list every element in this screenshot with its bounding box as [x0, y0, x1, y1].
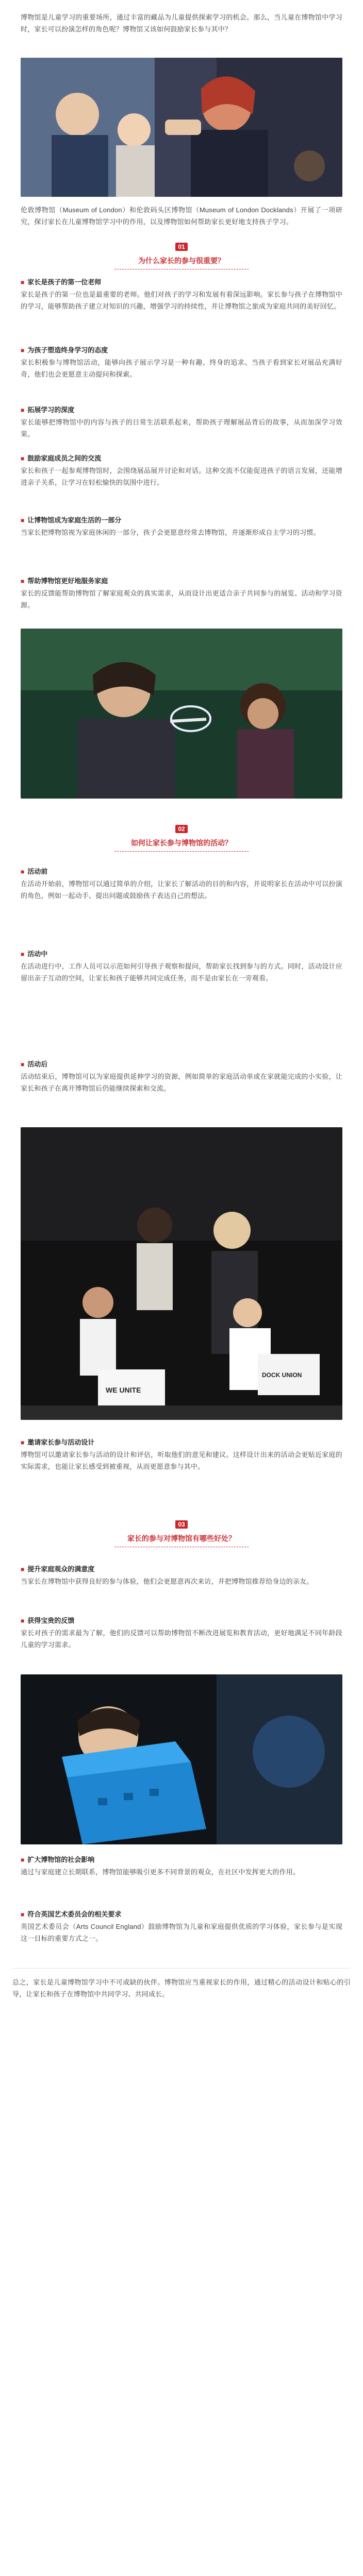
section-number: 01 [175, 243, 187, 251]
square-marker-icon: ■ [21, 1856, 25, 1863]
sign-we-unite: WE UNITE [106, 1386, 141, 1394]
body-paragraph: 英国艺术委员会（Arts Council England）鼓励博物馆为儿童和家庭提供优质的学习体验，家长参与是实现这一目标的重要方式之一。 [21, 1923, 342, 1942]
body-paragraph: 在活动开始前，博物馆可以通过简单的介绍，让家长了解活动的目的和内容，并说明家长在活动中可以扮演的角色，例如一起动手、提出问题或鼓励孩子表达自己的想法。 [21, 880, 342, 900]
photo-child-blue-box [21, 1674, 342, 1844]
subheading: ■ 帮助博物馆更好地服务家庭 [21, 577, 108, 585]
section-number: 03 [175, 1520, 187, 1529]
subheading: ■ 符合英国艺术委员会的相关要求 [21, 1910, 122, 1918]
section-title: 家长的参与对博物馆有哪些好处？ [127, 1534, 236, 1543]
subheading: ■ 家长是孩子的第一位老师 [21, 278, 102, 286]
subheading: ■ 活动后 [21, 1060, 48, 1068]
square-marker-icon: ■ [21, 868, 25, 875]
section-header-2 [0, 824, 363, 852]
body-paragraph: 当家长在博物馆中获得良好的参与体验，他们会更愿意再次来访，并把博物馆推荐给身边的亲友。 [21, 1578, 314, 1585]
intro-paragraph-2: 伦敦博物馆（Museum of London）和伦敦码头区博物馆（Museum of London Docklands）开展了一项研究，探讨家长在儿童博物馆学习中的作用，以及博物馆如何帮助家长更好地支持孩子学习。 [21, 206, 342, 226]
square-marker-icon: ■ [21, 455, 25, 462]
square-marker-icon: ■ [21, 279, 25, 286]
closing-paragraph: 总之，家长是儿童博物馆学习中不可或缺的伙伴。博物馆应当重视家长的作用，通过精心的活动设计和贴心的引导，让家长和孩子在博物馆中共同学习、共同成长。 [12, 1978, 351, 1998]
body-paragraph: 家长积极参与博物馆活动，能够向孩子展示学习是一种有趣、终身的追求。当孩子看到家长对展品充满好奇，他们也会更愿意主动提问和探索。 [21, 359, 342, 378]
section-number: 02 [175, 825, 187, 833]
sign-dock-union: DOCK UNION [262, 1371, 302, 1379]
photo-gallery-walk [21, 1127, 342, 1420]
subheading: ■ 鼓励家庭成员之间的交流 [21, 454, 102, 462]
photo-family-workshop [21, 58, 342, 197]
subheading: ■ 拓展学习的深度 [21, 406, 75, 414]
intro-paragraph: 博物馆是儿童学习的重要场所，通过丰富的藏品为儿童提供探索学习的机会。那么，当儿童在博物馆中学习时，家长可以扮演怎样的角色呢？博物馆又该如何鼓励家长参与其中？ [21, 13, 342, 33]
closing-divider [12, 1968, 351, 1969]
subheading: ■ 扩大博物馆的社会影响 [21, 1856, 95, 1863]
body-paragraph: 通过与家庭建立长期联系，博物馆能够吸引更多不同背景的观众，在社区中发挥更大的作用。 [21, 1868, 300, 1876]
body-paragraph: 在活动进行中，工作人员可以示范如何引导孩子观察和提问，帮助家长找到参与的方式。同时，活动设计应留出亲子互动的空间，让家长和孩子能够共同完成任务，而不是由家长在一旁观看。 [21, 962, 342, 982]
body-paragraph: 家长和孩子一起参观博物馆时，会围绕展品展开讨论和对话。这种交流不仅能促进孩子的语言发展，还能增进亲子关系，让学习在轻松愉快的氛围中进行。 [21, 467, 342, 486]
square-marker-icon: ■ [21, 517, 25, 524]
square-marker-icon: ■ [21, 406, 25, 414]
square-marker-icon: ■ [21, 1617, 25, 1624]
section-header-1 [0, 242, 363, 269]
section-title: 如何让家长参与博物馆的活动？ [131, 839, 232, 847]
body-paragraph: 家长是孩子的第一位也是最重要的老师。他们对孩子的学习和发展有着深远影响。家长参与孩子在博物馆中的学习，能够帮助孩子建立对知识的兴趣，增强学习的持续性，并让博物馆之旅成为家庭共同的美好回忆。 [21, 291, 342, 310]
square-marker-icon: ■ [21, 951, 25, 958]
subheading: ■ 活动中 [21, 950, 48, 958]
body-paragraph: 活动结束后，博物馆可以为家庭提供延伸学习的资源，例如简单的家庭活动单或在家就能完成的小实验，让家长和孩子在离开博物馆后仍能继续探索和交流。 [21, 1073, 342, 1092]
square-marker-icon: ■ [21, 578, 25, 585]
subheading: ■ 为孩子塑造终身学习的态度 [21, 346, 108, 354]
body-paragraph: 家长的反馈能帮助博物馆了解家庭观众的真实需求，从而设计出更适合亲子共同参与的展览、活动和学习资源。 [21, 589, 342, 609]
square-marker-icon: ■ [21, 1566, 25, 1573]
body-paragraph: 家长能够把博物馆中的内容与孩子的日常生活联系起来，帮助孩子理解展品背后的故事，从而加深学习效果。 [21, 418, 342, 438]
body-paragraph: 当家长把博物馆视为家庭休闲的一部分，孩子会更愿意经常去博物馆，并逐渐形成自主学习的习惯。 [21, 529, 320, 536]
subheading: ■ 活动前 [21, 868, 48, 875]
subheading: ■ 让博物馆成为家庭生活的一部分 [21, 516, 122, 524]
subheading: ■ 获得宝贵的反馈 [21, 1617, 75, 1624]
square-marker-icon: ■ [21, 1439, 25, 1446]
square-marker-icon: ■ [21, 1061, 25, 1068]
body-paragraph: 博物馆可以邀请家长参与活动的设计和评估，听取他们的意见和建议。这样设计出来的活动会更贴近家庭的实际需求，也能让家长感受到被重视，从而更愿意参与其中。 [21, 1451, 342, 1470]
subheading: ■ 提升家庭观众的满意度 [21, 1565, 95, 1573]
section-title: 为什么家长的参与很重要？ [138, 257, 225, 265]
subheading: ■ 邀请家长参与活动设计 [21, 1438, 95, 1446]
section-header-3 [0, 1520, 363, 1547]
square-marker-icon: ■ [21, 1911, 25, 1918]
section-divider [114, 851, 249, 852]
body-paragraph: 家长对孩子的需求最为了解，他们的反馈可以帮助博物馆不断改进展览和教育活动，更好地满足不同年龄段儿童的学习需求。 [21, 1629, 342, 1649]
photo-bubble-activity [21, 629, 342, 799]
square-marker-icon: ■ [21, 347, 25, 354]
